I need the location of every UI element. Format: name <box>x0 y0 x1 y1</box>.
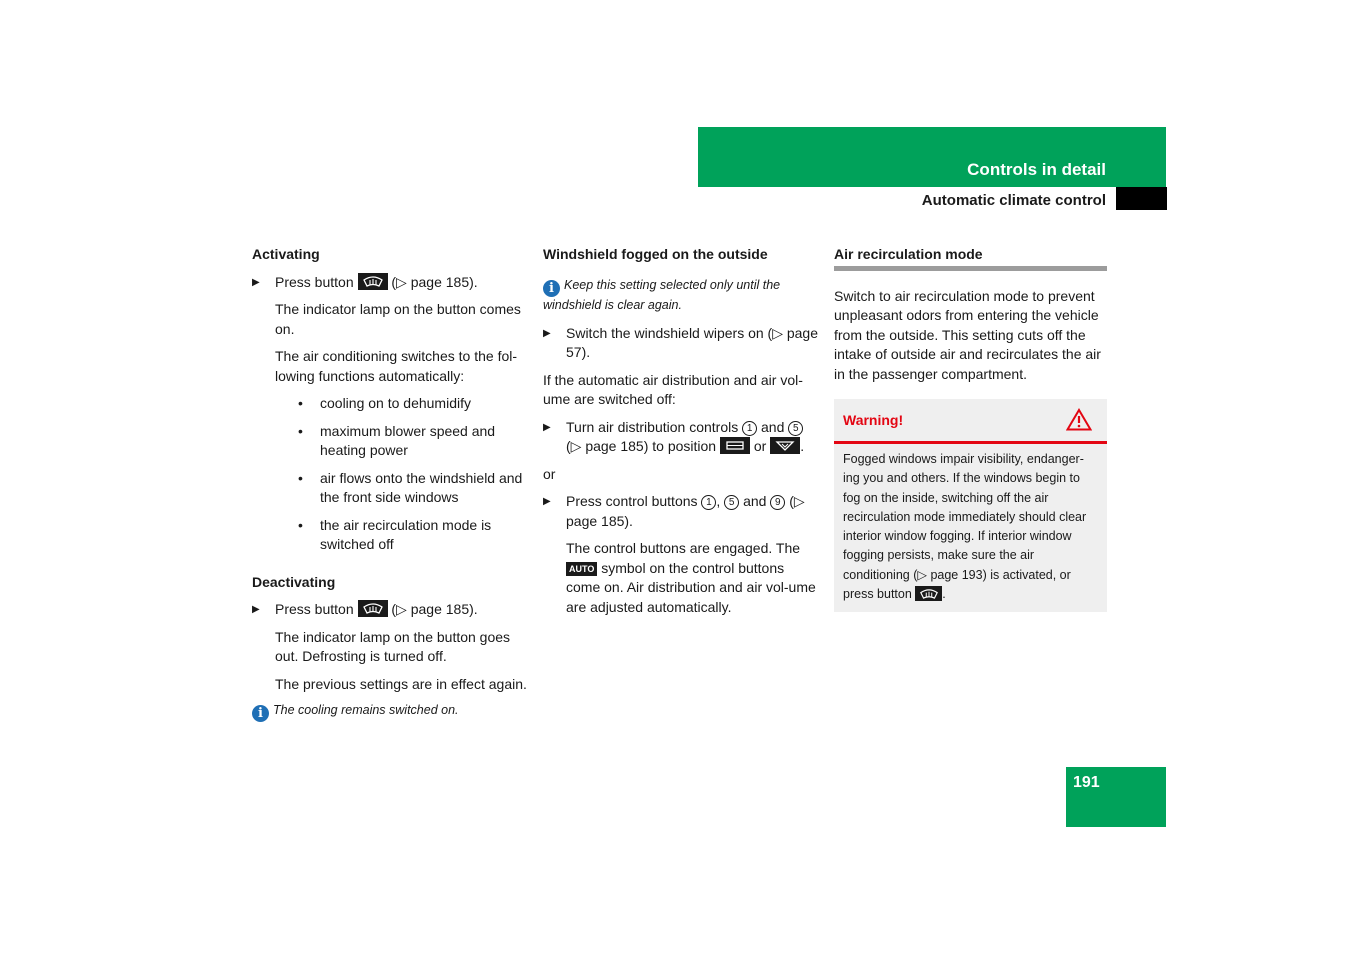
info-note: i Keep this setting selected only until the windshield is clear again. <box>543 277 781 312</box>
control-number-badge: 1 <box>701 495 716 510</box>
auto-symbol-icon: AUTO <box>566 562 597 576</box>
chapter-title: Controls in detail <box>967 160 1106 179</box>
info-icon: i <box>252 705 269 722</box>
lamp-off-text: The indicator lamp on the button goes out. Defrosting is turned off. <box>275 628 511 664</box>
control-number-badge: 1 <box>742 421 757 436</box>
or-text: or <box>543 465 556 482</box>
warning-label: Warning! <box>843 412 904 428</box>
section-title: Automatic climate control <box>921 192 1106 209</box>
page-number: 191 <box>1073 774 1100 791</box>
step-arrow-icon: ▶ <box>543 421 551 433</box>
previous-settings-text: The previous settings are in effect again. <box>275 675 527 692</box>
warning-triangle-icon <box>1066 408 1092 437</box>
control-number-badge: 5 <box>788 421 803 436</box>
column-activating <box>252 245 528 730</box>
column-recirculation <box>834 245 1107 612</box>
list-item: • cooling on to dehumidify <box>298 395 471 411</box>
step-arrow-icon: ▶ <box>252 276 260 288</box>
column-windshield <box>543 245 819 625</box>
activating-heading: Activating <box>252 246 320 262</box>
step-arrow-icon: ▶ <box>252 604 260 615</box>
step-control-buttons: ▶ Press control buttons 1 , 5 and 9 (▷ page 185). <box>543 493 805 529</box>
warning-text: Fogged windows impair visibility, endanger-ing you and others. If the windows begin to fog on the inside, switching off the air recirculation mode immediately should clear interior window fogging. If interior window fogging persists, make sure the air conditioning (▷ page 193) is activated, or press button . <box>843 452 1087 602</box>
recirculation-text: Switch to air recirculation mode to prevent unpleasant odors from entering the vehicle from the outside. This setting cuts off the intake of outside air and recirculates the air in the passenger compartment. <box>834 287 1101 382</box>
list-item: • air flows onto the windshield and the front side windows <box>298 469 523 505</box>
warning-box <box>834 399 1107 612</box>
step-press-defrost-off: ▶ Press button (▷ page 185). <box>252 600 528 620</box>
step-press-defrost: ▶ Press button (▷ page 185). <box>252 273 528 293</box>
step-wipers: ▶ Switch the windshield wipers on (▷ page 57). <box>543 324 819 360</box>
header-tab-marker <box>1116 187 1167 210</box>
windshield-heading: Windshield fogged on the outside <box>543 246 768 262</box>
deactivating-heading: Deactivating <box>252 573 336 590</box>
step-air-distribution: ▶ Turn air distribution controls 1 and 5 (▷ page 185) to position or . <box>543 418 805 454</box>
list-item: • the air recirculation mode is switched off <box>298 516 492 552</box>
control-number-badge: 5 <box>724 495 739 510</box>
info-icon: i <box>543 280 560 297</box>
ac-switches-text: The air conditioning switches to the fol-lowing functions automatically: <box>275 348 518 384</box>
auto-off-text: If the automatic air distribution and air vol-ume are switched off: <box>543 371 803 407</box>
defrost-button-icon <box>358 273 388 290</box>
recirculation-heading: Air recirculation mode <box>834 245 1107 271</box>
airflow-windshield-footwell-icon <box>770 437 800 454</box>
step-arrow-icon: ▶ <box>543 496 551 507</box>
defrost-button-icon <box>358 600 388 617</box>
engaged-text: The control buttons are engaged. The AUTO symbol on the control buttons come on. Air distribution and air vol-ume are adjusted automatically. <box>566 540 816 615</box>
warning-header <box>834 399 1107 444</box>
defrost-button-icon <box>915 586 942 601</box>
step-arrow-icon: ▶ <box>543 327 551 339</box>
lamp-on-text: The indicator lamp on the button comes on. <box>275 301 521 337</box>
control-number-badge: 9 <box>770 495 785 510</box>
list-item: • maximum blower speed and heating power <box>298 422 496 458</box>
airflow-windshield-icon <box>720 437 750 454</box>
info-note: i The cooling remains switched on. <box>252 702 528 722</box>
